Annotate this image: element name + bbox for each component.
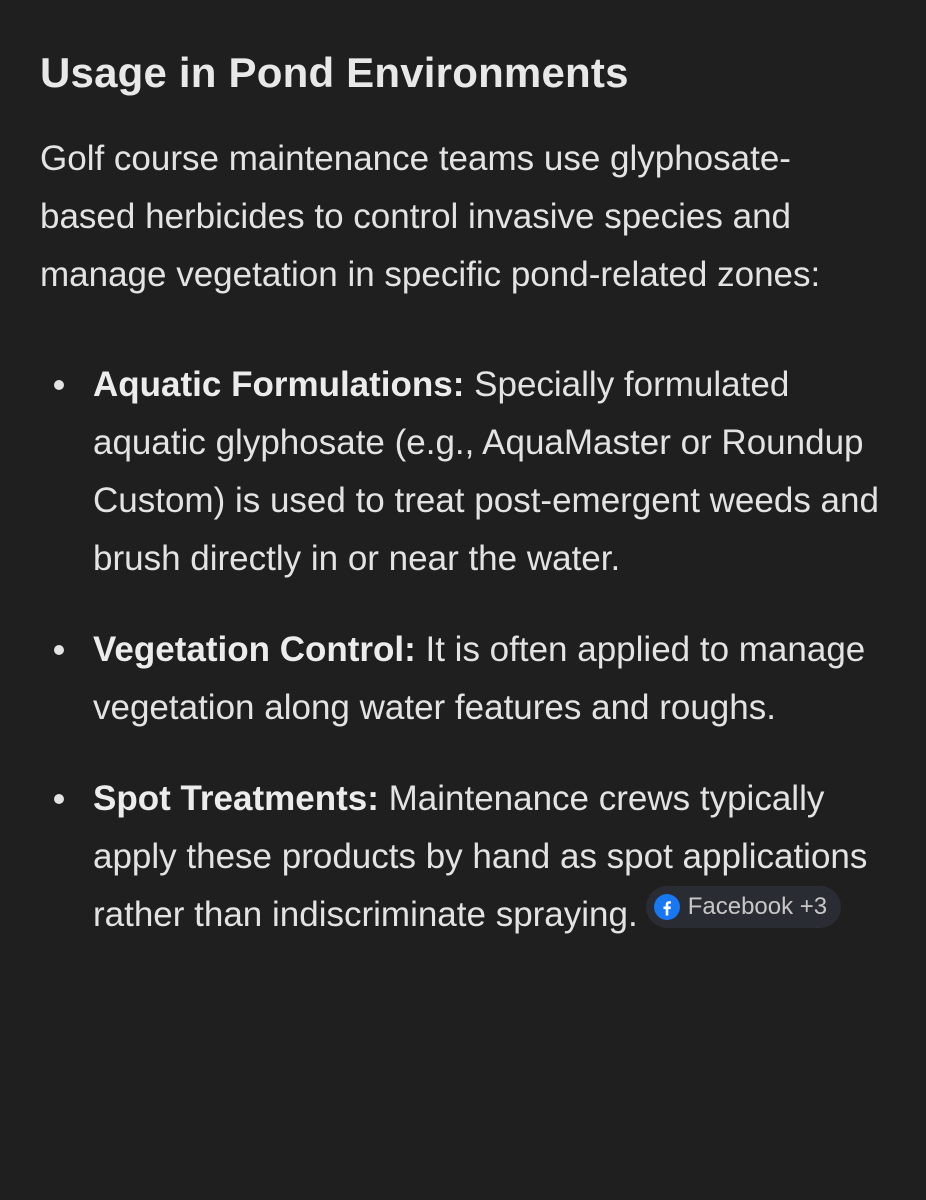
bullet-list: [40, 356, 886, 944]
bullet-text: It is often applied to manage vegetation along water features and roughs.: [93, 630, 866, 727]
facebook-icon: [654, 894, 680, 920]
list-item: [40, 356, 886, 588]
section-heading: Usage in Pond Environments: [40, 49, 629, 96]
intro-paragraph: Golf course maintenance teams use glyphosate-based herbicides to control invasive species and manage vegetation in specific pond-related zones:: [40, 139, 821, 294]
bullet-title: Spot Treatments:: [93, 779, 379, 818]
bullet-title: Aquatic Formulations:: [93, 365, 465, 404]
list-item: [40, 770, 886, 944]
list-item: [40, 621, 886, 737]
source-chip[interactable]: [646, 886, 841, 928]
bullet-dot: [54, 380, 64, 390]
bullet-text: Specially formulated aquatic glyphosate (e.g., AquaMaster or Roundup Custom) is used to treat post-emergent weeds and brush directly in or near the water.: [93, 365, 879, 578]
bullet-dot: [54, 794, 64, 804]
source-chip-label: Facebook +3: [687, 893, 828, 920]
bullet-title: Vegetation Control:: [93, 630, 416, 669]
bullet-dot: [54, 645, 64, 655]
bullet-text: Maintenance crews typically apply these products by hand as spot applications rather than indiscriminate spraying.: [93, 779, 868, 934]
